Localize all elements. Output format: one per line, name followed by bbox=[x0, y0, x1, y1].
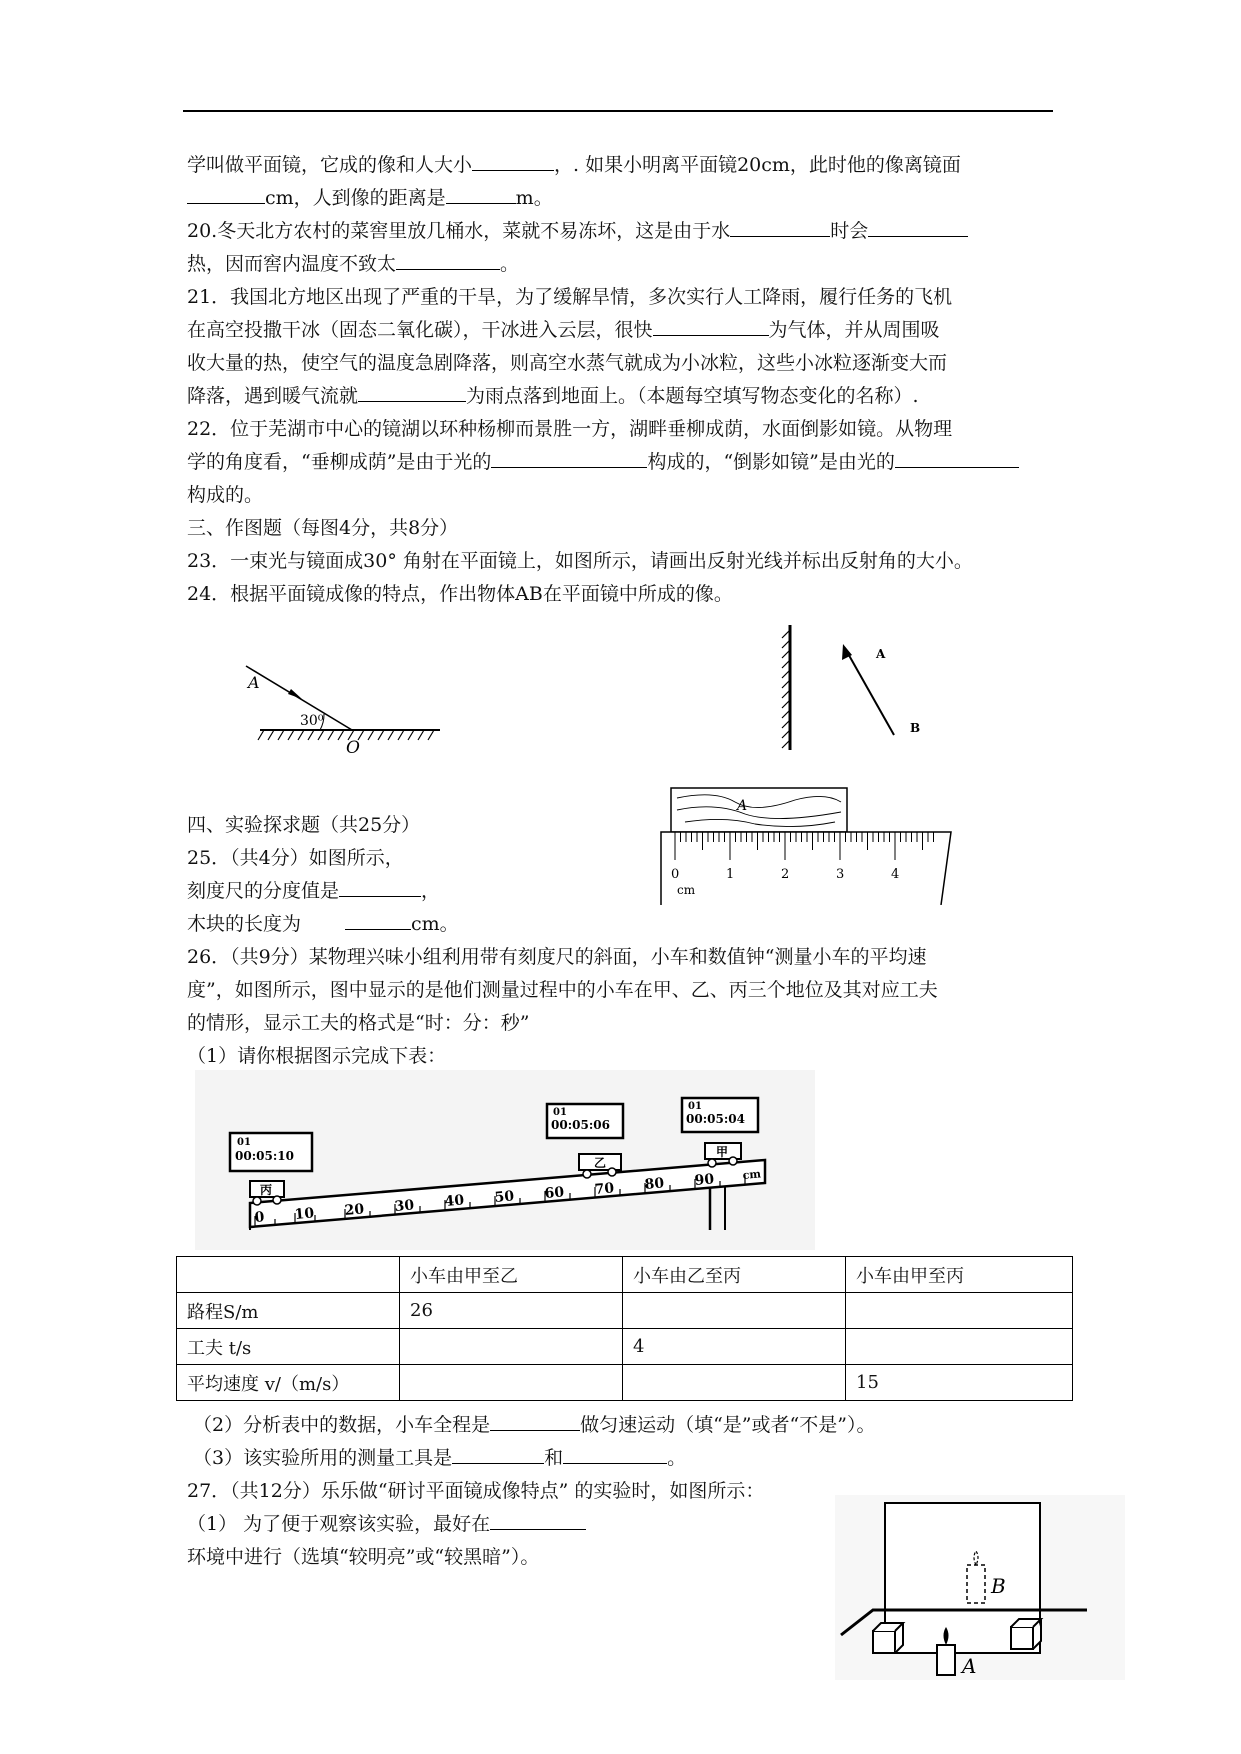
q22-blank-1[interactable] bbox=[491, 449, 647, 468]
fig25-wood-block bbox=[671, 788, 847, 832]
fig23-label-o: O bbox=[346, 738, 360, 758]
fig26-clock-jia-top: 01 bbox=[688, 1101, 702, 1112]
fig26-unit: cm bbox=[742, 1167, 762, 1182]
fig24-mirror-object-diagram bbox=[770, 620, 940, 755]
table-header-row bbox=[177, 1257, 1073, 1293]
fig25-tick-1: 1 bbox=[726, 867, 735, 882]
q19-text-c: cm，人到像的距离是 bbox=[265, 187, 446, 209]
q26-blank-2[interactable] bbox=[452, 1445, 544, 1464]
q26-part-2 bbox=[193, 1412, 875, 1438]
q20-line-1 bbox=[187, 218, 968, 244]
table-cell[interactable] bbox=[846, 1293, 1073, 1329]
q25-line-1: 25．（共4分）如图所示， bbox=[187, 847, 404, 869]
q26-line-3: 的情形，显示工夫的格式是“时：分：秒” bbox=[187, 1012, 530, 1034]
q20-blank-2[interactable] bbox=[868, 218, 968, 237]
table-row bbox=[177, 1329, 1073, 1365]
q21-line-1: 21．我国北方地区出现了严重的干旱，为了缓解旱情，多次实行人工降雨，履行任务的飞机 bbox=[187, 286, 953, 308]
fig26-clock-bing-time: 00:05:10 bbox=[235, 1149, 294, 1163]
table-cell[interactable] bbox=[623, 1365, 846, 1401]
q22-blank-2[interactable] bbox=[895, 449, 1019, 468]
q26-line-1: 26．（共9分）某物理兴味小组利用带有刻度尺的斜面，小车和数值钟“测量小车的平均速 bbox=[187, 946, 927, 968]
table-cell[interactable] bbox=[623, 1293, 846, 1329]
fig27-label-a: A bbox=[962, 1654, 977, 1678]
fig26-scale-20: 20 bbox=[343, 1201, 365, 1219]
table-cell[interactable]: 4 bbox=[623, 1329, 846, 1365]
q27-blank-1[interactable] bbox=[490, 1511, 586, 1530]
q21-blank-2[interactable] bbox=[358, 383, 466, 402]
fig25-tick-3: 3 bbox=[836, 867, 845, 882]
fig26-incline-diagram bbox=[195, 1070, 815, 1250]
table-cell[interactable] bbox=[846, 1329, 1073, 1365]
fig26-clock-jia-time: 00:05:04 bbox=[686, 1112, 745, 1126]
q26-part-3 bbox=[193, 1445, 686, 1471]
q19-line-1 bbox=[187, 152, 961, 178]
section-3-heading: 三、作图题（每图4分，共8分） bbox=[187, 517, 459, 539]
q20-text-a: 20.冬天北方农村的菜窖里放几桶水，菜就不易冻坏，这是由于水 bbox=[187, 220, 731, 242]
table-cell[interactable] bbox=[400, 1329, 623, 1365]
q21-text-d: 为雨点落到地面上。（本题每空填写物态变化的名称）. bbox=[466, 385, 919, 407]
q24-text: 24．根据平面镜成像的特点，作出物体AB在平面镜中所成的像。 bbox=[187, 583, 733, 605]
fig26-scale-30: 30 bbox=[393, 1197, 415, 1215]
table-cell[interactable]: 15 bbox=[846, 1365, 1073, 1401]
fig27-candle-a bbox=[937, 1645, 955, 1675]
q21-line-2 bbox=[187, 317, 940, 343]
table-cell[interactable] bbox=[400, 1365, 623, 1401]
fig27-label-b: B bbox=[991, 1574, 1006, 1598]
fig26-scale-0: 0 bbox=[253, 1209, 266, 1226]
q19-text-b: ，. 如果小明离平面镜20cm，此时他的像离镜面 bbox=[554, 154, 961, 176]
fig26-scale-10: 10 bbox=[293, 1205, 315, 1223]
fig26-cart-bing-label: 丙 bbox=[260, 1183, 273, 1197]
q26-line-4: （1）请你根据图示完成下表： bbox=[187, 1045, 447, 1067]
q27-line-1: 27．（共12分）乐乐做“研讨平面镜成像特点” 的实验时，如图所示： bbox=[187, 1480, 765, 1502]
fig23-label-angle: 30⁰ bbox=[300, 713, 324, 729]
q25-line-2 bbox=[187, 878, 440, 904]
table-row-label: 路程S/m bbox=[177, 1293, 400, 1329]
fig26-cart-jia-label: 甲 bbox=[716, 1145, 729, 1159]
fig25-tick-2: 2 bbox=[781, 867, 790, 882]
fig26-clock-bing-top: 01 bbox=[237, 1137, 251, 1148]
table-row-label: 工夫 t/s bbox=[177, 1329, 400, 1365]
fig25-tick-4: 4 bbox=[891, 867, 900, 882]
q22-text-b: 构成的，“倒影如镜”是由光的 bbox=[647, 451, 895, 473]
fig23-mirror-diagram bbox=[240, 650, 450, 760]
table-row bbox=[177, 1365, 1073, 1401]
fig23-label-a: A bbox=[248, 673, 260, 692]
table-header-cell: 小车由乙至丙 bbox=[623, 1257, 846, 1293]
q26-part-3-text-c: 。 bbox=[667, 1447, 687, 1469]
q19-blank-2[interactable] bbox=[187, 185, 265, 204]
q19-blank-3[interactable] bbox=[446, 185, 516, 204]
q20-text-c: 热，因而窖内温度不致太 bbox=[187, 253, 397, 275]
q22-line-3: 构成的。 bbox=[187, 484, 264, 506]
fig23-incident-ray bbox=[246, 666, 352, 730]
q21-line-4 bbox=[187, 383, 919, 409]
fig25-ruler-diagram bbox=[655, 780, 955, 905]
fig25-tick-0: 0 bbox=[671, 867, 680, 882]
table-header-cell: 小车由甲至乙 bbox=[400, 1257, 623, 1293]
fig27-plane-mirror-setup bbox=[835, 1495, 1125, 1680]
fig26-clock-yi-top: 01 bbox=[553, 1107, 567, 1118]
q26-part-2-text-a: （2）分析表中的数据，小车全程是 bbox=[193, 1414, 491, 1436]
q22-text-a: 学的角度看，“垂柳成荫”是由于光的 bbox=[187, 451, 492, 473]
q26-part-2-text-b: 做匀速运动（填“是”或者“不是”）。 bbox=[580, 1414, 876, 1436]
q26-part-3-text-a: （3）该实验所用的测量工具是 bbox=[193, 1447, 453, 1469]
q21-text-c: 降落，遇到暖气流就 bbox=[187, 385, 359, 407]
q27-text-a: （1） 为了便于观察该实验，最好在 bbox=[187, 1513, 491, 1535]
fig26-clock-yi-time: 00:05:06 bbox=[551, 1118, 610, 1132]
fig25-block-label: A bbox=[737, 798, 748, 814]
fig26-scale-50: 50 bbox=[493, 1188, 515, 1206]
q25-line-3 bbox=[187, 911, 459, 937]
q25-text-c: 木块的长度为 bbox=[187, 913, 302, 935]
q26-part-3-text-b: 和 bbox=[544, 1447, 564, 1469]
fig24-label-b: B bbox=[910, 721, 921, 735]
fig26-scale-80: 80 bbox=[643, 1175, 665, 1193]
section-4-heading: 四、实验探求题（共25分） bbox=[187, 814, 421, 836]
q25-blank-2[interactable] bbox=[345, 911, 411, 930]
q22-line-1: 22．位于芜湖市中心的镜湖以环种杨柳而景胜一方，湖畔垂柳成荫，水面倒影如镜。从物理 bbox=[187, 418, 953, 440]
fig23-ray-arrow bbox=[288, 689, 302, 699]
table-row-label: 平均速度 v/（m/s） bbox=[177, 1365, 400, 1401]
fig26-cart-yi-label: 乙 bbox=[594, 1156, 607, 1170]
q21-text-b: 为气体，并从周围吸 bbox=[768, 319, 940, 341]
q26-data-table bbox=[176, 1256, 1073, 1401]
q20-text-b: 时会 bbox=[830, 220, 869, 242]
q26-blank-1[interactable] bbox=[490, 1412, 580, 1431]
table-cell[interactable]: 26 bbox=[400, 1293, 623, 1329]
fig26-scale-60: 60 bbox=[543, 1184, 565, 1202]
fig26-scale-40: 40 bbox=[443, 1192, 465, 1210]
q19-text-a: 学叫做平面镜，它成的像和人大小 bbox=[187, 154, 473, 176]
q20-blank-3[interactable] bbox=[396, 251, 500, 270]
q27-line-3: 环境中进行（选填“较明亮”或“较黑暗”）。 bbox=[187, 1546, 540, 1568]
q21-blank-1[interactable] bbox=[653, 317, 769, 336]
q25-text-d: cm。 bbox=[411, 913, 459, 935]
table-row bbox=[177, 1293, 1073, 1329]
q22-line-2 bbox=[187, 449, 1019, 475]
q19-line-2 bbox=[187, 185, 553, 211]
header-rule bbox=[183, 110, 1053, 112]
q21-text-a: 在高空投撒干冰（固态二氧化碳），干冰进入云层，很快 bbox=[187, 319, 653, 341]
q20-line-2 bbox=[187, 251, 519, 277]
q19-text-d: m。 bbox=[515, 187, 553, 209]
fig24-object-ab bbox=[846, 650, 894, 735]
fig25-unit: cm bbox=[677, 883, 696, 897]
q26-line-2: 度”，如图所示，图中显示的是他们测量过程中的小车在甲、乙、丙三个地位及其对应工夫 bbox=[187, 979, 938, 1001]
q25-text-a: 刻度尺的分度值是 bbox=[187, 880, 340, 902]
q23-text: 23．一束光与镜面成30° 角射在平面镜上，如图所示，请画出反射光线并标出反射角的大小。 bbox=[187, 550, 973, 572]
q26-blank-3[interactable] bbox=[563, 1445, 667, 1464]
q19-blank-1[interactable] bbox=[472, 152, 554, 171]
q20-blank-1[interactable] bbox=[730, 218, 830, 237]
fig25-ruler-body bbox=[661, 832, 951, 905]
q25-text-b: ， bbox=[421, 880, 441, 902]
fig26-scale-90: 90 bbox=[693, 1171, 715, 1189]
q21-line-3: 收大量的热，使空气的温度急剧降落，则高空水蒸气就成为小冰粒，这些小冰粒逐渐变大而 bbox=[187, 352, 948, 374]
fig26-scale-70: 70 bbox=[593, 1180, 615, 1198]
q27-line-2 bbox=[187, 1511, 586, 1537]
q25-blank-1[interactable] bbox=[339, 878, 421, 897]
q20-text-d: 。 bbox=[500, 253, 520, 275]
table-header-cell bbox=[177, 1257, 400, 1293]
table-header-cell: 小车由甲至丙 bbox=[846, 1257, 1073, 1293]
fig24-label-a: A bbox=[876, 647, 886, 661]
